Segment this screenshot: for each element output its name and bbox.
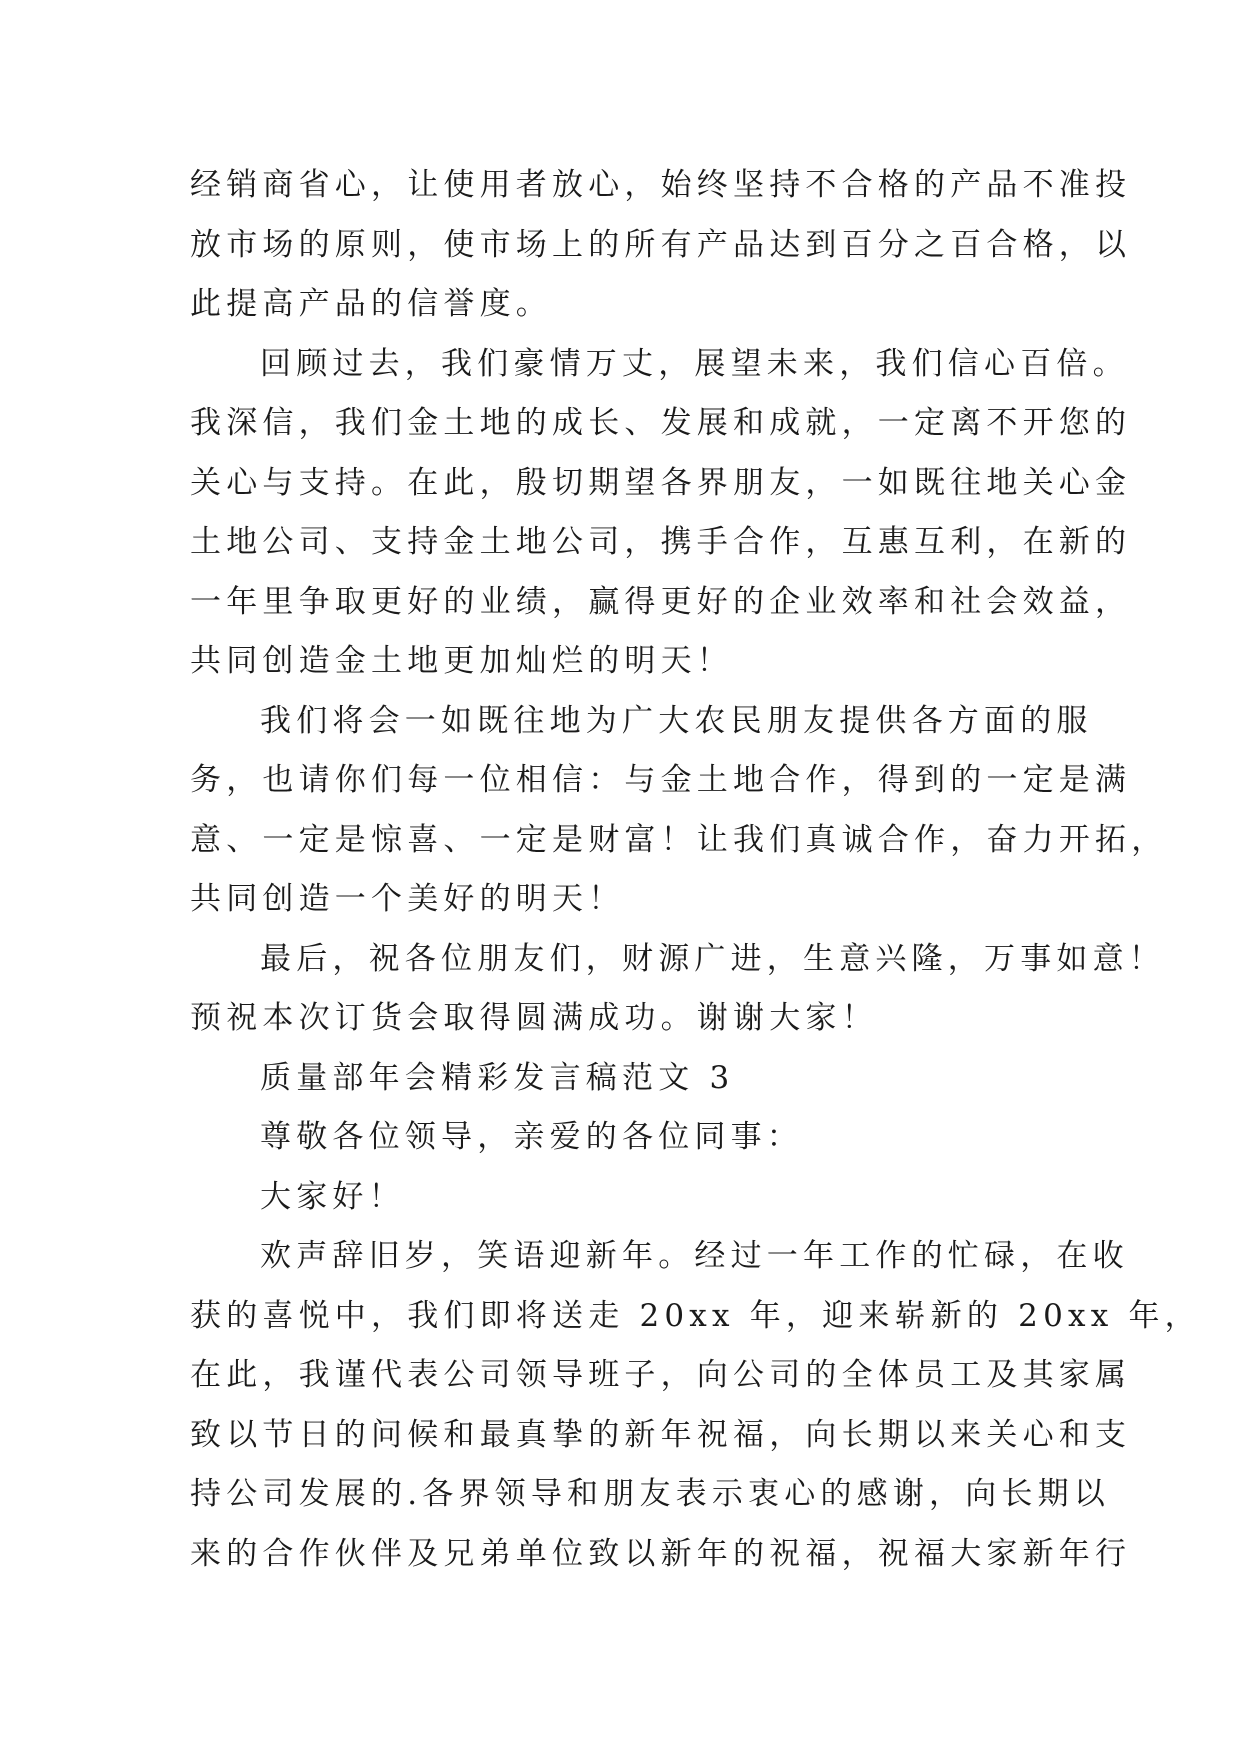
text-line: 土地公司、支持金土地公司，携手合作，互惠互利，在新的 — [190, 524, 1132, 560]
text-line: 意、一定是惊喜、一定是财富！让我们真诚合作，奋力开拓， — [190, 821, 1168, 858]
section-heading: 质量部年会精彩发言稿范文 3 — [260, 1059, 735, 1096]
greeting-line: 大家好！ — [260, 1178, 405, 1215]
paragraph-start-line: 我们将会一如既往地为广大农民朋友提供各方面的服 — [260, 702, 1093, 739]
text-line: 预祝本次订货会取得圆满成功。谢谢大家！ — [190, 1000, 878, 1036]
text-line: 我深信，我们金土地的成长、发展和成就，一定离不开您的 — [190, 405, 1132, 441]
text-line: 经销商省心，让使用者放心，始终坚持不合格的产品不准投 — [190, 167, 1132, 203]
text-line: 一年里争取更好的业绩，赢得更好的企业效率和社会效益， — [190, 583, 1132, 620]
document-body — [190, 156, 1201, 1584]
text-line: 放市场的原则，使市场上的所有产品达到百分之百合格，以 — [190, 226, 1132, 263]
text-line: 关心与支持。在此，殷切期望各界朋友，一如既往地关心金 — [190, 464, 1132, 501]
text-line: 共同创造一个美好的明天！ — [190, 881, 625, 917]
text-line: 共同创造金土地更加灿烂的明天！ — [190, 643, 733, 679]
paragraph-start-line: 最后，祝各位朋友们，财源广进，生意兴隆，万事如意！ — [260, 940, 1165, 977]
paragraph-start-line: 回顾过去，我们豪情万丈，展望未来，我们信心百倍。 — [260, 345, 1129, 382]
text-line: 在此，我谨代表公司领导班子，向公司的全体员工及其家属 — [190, 1357, 1132, 1393]
salutation-line: 尊敬各位领导，亲爱的各位同事： — [260, 1119, 803, 1155]
text-line: 获的喜悦中，我们即将送走 20xx 年，迎来崭新的 20xx 年， — [190, 1297, 1201, 1334]
text-line: 此提高产品的信誉度。 — [190, 286, 552, 322]
text-line: 持公司发展的.各界领导和朋友表示衷心的感谢，向长期以 — [190, 1476, 1111, 1512]
text-line: 来的合作伙伴及兄弟单位致以新年的祝福，祝福大家新年行 — [190, 1535, 1132, 1572]
paragraph-start-line: 欢声辞旧岁，笑语迎新年。经过一年工作的忙碌，在收 — [260, 1238, 1129, 1274]
text-line: 致以节日的问候和最真挚的新年祝福，向长期以来关心和支 — [190, 1416, 1132, 1453]
text-line: 务，也请你们每一位相信：与金土地合作，得到的一定是满 — [190, 762, 1132, 798]
